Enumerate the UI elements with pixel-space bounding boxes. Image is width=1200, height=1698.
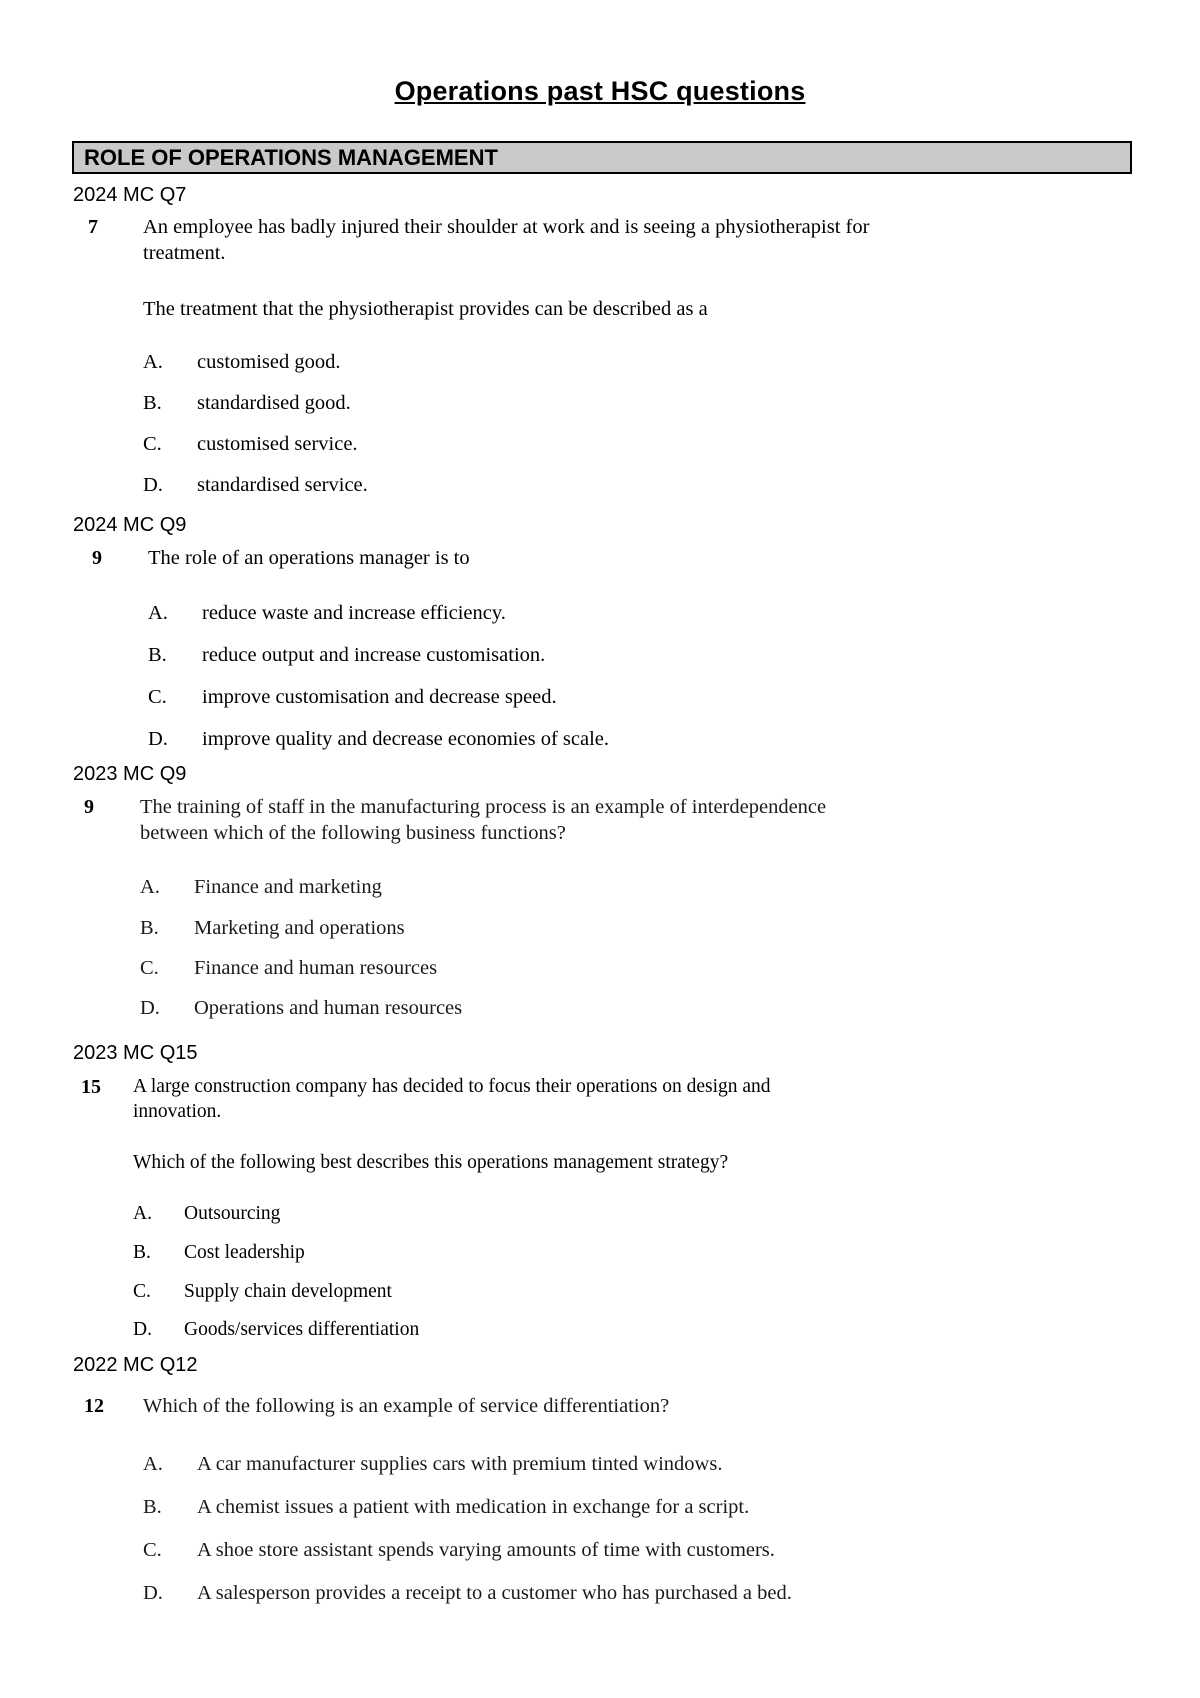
option-letter: C. <box>133 1281 151 1302</box>
option-text: customised good. <box>197 351 341 373</box>
question-number: 12 <box>84 1395 104 1417</box>
option-letter: B. <box>140 917 159 939</box>
section-heading: ROLE OF OPERATIONS MANAGEMENT <box>72 141 1132 174</box>
option-text: A salesperson provides a receipt to a customer who has purchased a bed. <box>197 1582 792 1604</box>
option-text: Operations and human resources <box>194 997 463 1019</box>
option-text: improve quality and decrease economies of scale. <box>202 728 609 750</box>
question-stem-line: The role of an operations manager is to <box>148 547 470 569</box>
option-letter: D. <box>143 1582 163 1604</box>
option-text: Finance and human resources <box>194 957 438 979</box>
answer-option-b <box>143 1494 749 1520</box>
question-stem-line: An employee has badly injured their shoulder at work and is seeing a physiotherapist for <box>143 216 870 238</box>
option-text: Outsourcing <box>184 1203 281 1224</box>
option-text: improve customisation and decrease speed. <box>202 686 557 708</box>
option-letter: A. <box>133 1203 152 1224</box>
answer-option-d <box>143 472 368 498</box>
option-letter: A. <box>140 876 160 898</box>
option-text: customised service. <box>197 433 358 455</box>
option-text: Goods/services differentiation <box>184 1319 420 1340</box>
option-letter: C. <box>140 957 159 979</box>
option-letter: A. <box>143 1453 163 1475</box>
question-stem-line: Which of the following is an example of service differentiation? <box>143 1395 670 1417</box>
option-letter: A. <box>148 602 168 624</box>
option-text: standardised good. <box>197 392 351 414</box>
question-stem-line: treatment. <box>143 242 226 264</box>
answer-option-c <box>133 1279 392 1305</box>
option-letter: C. <box>143 433 162 455</box>
answer-option-b <box>143 390 351 416</box>
answer-option-a <box>143 349 341 375</box>
answer-option-b <box>140 915 405 941</box>
question-stem-line: The training of staff in the manufacturing process is an example of interdependence <box>140 796 827 818</box>
page-title: Operations past HSC questions <box>394 76 806 106</box>
answer-option-d <box>143 1580 792 1606</box>
question-number: 9 <box>84 796 94 818</box>
option-letter: B. <box>143 1496 162 1518</box>
answer-option-a <box>133 1201 280 1227</box>
option-letter: D. <box>148 728 168 750</box>
option-letter: D. <box>143 474 163 496</box>
question-stem-line: A large construction company has decided to focus their operations on design and <box>133 1076 771 1097</box>
option-text: A chemist issues a patient with medication in exchange for a script. <box>197 1496 750 1518</box>
answer-option-c <box>143 431 358 457</box>
option-text: Marketing and operations <box>194 917 405 939</box>
question-stem-line: between which of the following business functions? <box>140 822 566 844</box>
option-letter: C. <box>143 1539 162 1561</box>
answer-option-d <box>148 726 609 752</box>
option-letter: D. <box>140 997 160 1019</box>
answer-option-a <box>148 600 506 626</box>
option-text: standardised service. <box>197 474 368 496</box>
answer-option-d <box>140 995 462 1021</box>
answer-option-a <box>143 1451 722 1477</box>
answer-option-d <box>133 1317 419 1343</box>
option-text: A shoe store assistant spends varying amounts of time with customers. <box>197 1539 775 1561</box>
option-letter: A. <box>143 351 163 373</box>
question-stem-line: innovation. <box>133 1101 222 1122</box>
answer-option-c <box>148 684 557 710</box>
question-number: 7 <box>88 216 98 238</box>
question-label: 2022 MC Q12 <box>73 1354 198 1376</box>
question-number: 15 <box>81 1076 101 1098</box>
option-text: reduce output and increase customisation. <box>202 644 546 666</box>
answer-option-c <box>140 955 437 981</box>
option-text: Cost leadership <box>184 1242 305 1263</box>
option-letter: D. <box>133 1319 152 1340</box>
option-letter: B. <box>143 392 162 414</box>
option-text: Finance and marketing <box>194 876 382 898</box>
question-prompt: The treatment that the physiotherapist provides can be described as a <box>143 298 708 320</box>
answer-option-b <box>133 1240 305 1266</box>
question-label: 2023 MC Q9 <box>73 763 187 785</box>
option-letter: C. <box>148 686 167 708</box>
question-label: 2023 MC Q15 <box>73 1042 198 1064</box>
option-text: A car manufacturer supplies cars with premium tinted windows. <box>197 1453 723 1475</box>
option-text: reduce waste and increase efficiency. <box>202 602 506 624</box>
answer-option-b <box>148 642 545 668</box>
option-text: Supply chain development <box>184 1281 392 1302</box>
answer-option-a <box>140 874 382 900</box>
answer-option-c <box>143 1537 775 1563</box>
question-label: 2024 MC Q9 <box>73 514 187 536</box>
option-letter: B. <box>148 644 167 666</box>
question-number: 9 <box>92 547 102 569</box>
question-label: 2024 MC Q7 <box>73 184 187 206</box>
option-letter: B. <box>133 1242 151 1263</box>
question-prompt: Which of the following best describes this operations management strategy? <box>133 1152 729 1173</box>
